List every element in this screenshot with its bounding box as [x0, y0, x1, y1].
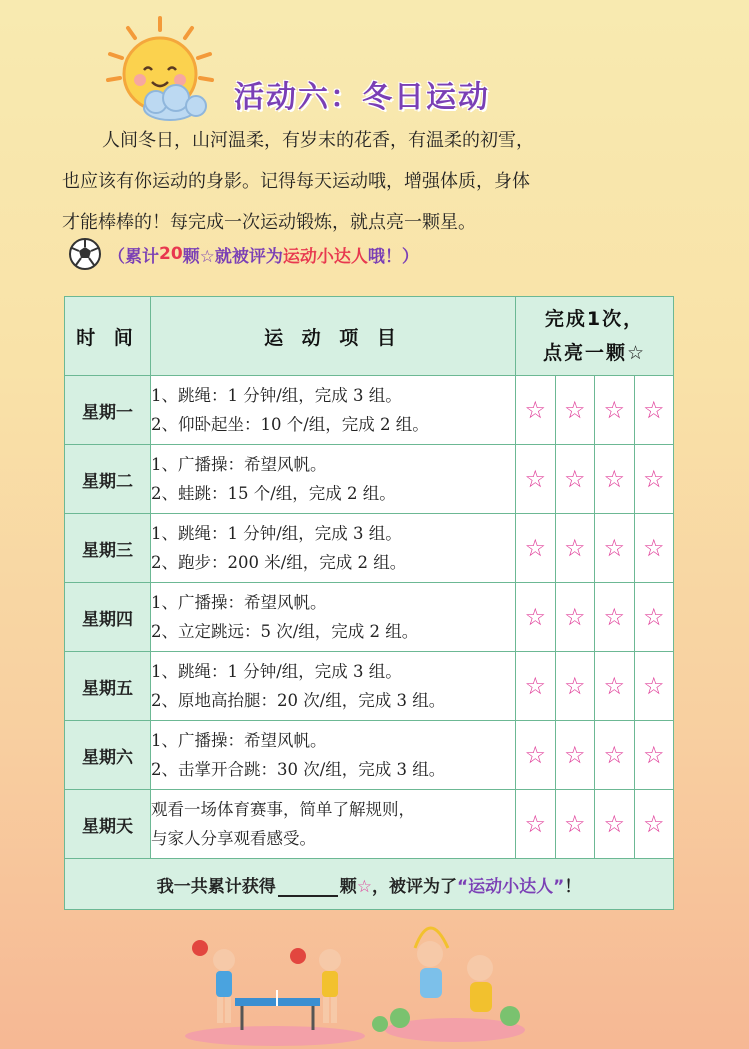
summary-unit: 颗	[339, 876, 357, 897]
intro-line: 也应该有你运动的身影。记得每天运动哦，增强体质，身体	[62, 171, 530, 192]
star-checkbox[interactable]: ☆	[516, 721, 556, 790]
header-stars-line1: 完成1次，	[544, 308, 645, 330]
activity-cell	[151, 652, 516, 721]
star-checkbox[interactable]: ☆	[555, 790, 595, 859]
summary-award: “运动小达人”	[456, 876, 565, 897]
table-row	[65, 583, 674, 652]
sun-cloud-icon	[100, 14, 230, 124]
star-checkbox[interactable]: ☆	[595, 652, 635, 721]
table-row	[65, 652, 674, 721]
star-checkbox[interactable]: ☆	[516, 790, 556, 859]
header-stars	[516, 297, 674, 376]
kids-sports-illustration	[180, 918, 530, 1048]
star-checkbox[interactable]: ☆	[634, 652, 674, 721]
star-checkbox[interactable]: ☆	[595, 790, 635, 859]
activity-line: 1、跳绳：1 分钟/组，完成 3 组。	[151, 386, 402, 405]
star-checkbox[interactable]: ☆	[634, 376, 674, 445]
table-row	[65, 721, 674, 790]
note-prefix: （累计	[108, 246, 159, 267]
day-cell: 星期一	[65, 376, 151, 445]
activity-line: 2、仰卧起坐：10 个/组，完成 2 组。	[151, 415, 429, 434]
star-checkbox[interactable]: ☆	[516, 445, 556, 514]
intro-line: 才能棒棒的！每完成一次运动锻炼，就点亮一颗星。	[62, 212, 476, 233]
star-checkbox[interactable]: ☆	[595, 445, 635, 514]
star-checkbox[interactable]: ☆	[555, 721, 595, 790]
star-checkbox[interactable]: ☆	[555, 445, 595, 514]
star-checkbox[interactable]: ☆	[595, 583, 635, 652]
intro-line: 人间冬日，山河温柔，有岁末的花香，有温柔的初雪，	[102, 130, 534, 151]
table-row	[65, 445, 674, 514]
star-checkbox[interactable]: ☆	[634, 790, 674, 859]
day-cell: 星期四	[65, 583, 151, 652]
day-cell: 星期六	[65, 721, 151, 790]
activity-cell	[151, 514, 516, 583]
activity-cell	[151, 445, 516, 514]
activity-cell	[151, 721, 516, 790]
activity-line: 1、广播操：希望风帆。	[151, 455, 327, 474]
star-checkbox[interactable]: ☆	[634, 445, 674, 514]
star-checkbox[interactable]: ☆	[516, 376, 556, 445]
table-row	[65, 376, 674, 445]
note-suffix: 哦！）	[367, 246, 419, 267]
header-time: 时 间	[65, 297, 151, 376]
table-row	[65, 514, 674, 583]
star-icon: ☆	[356, 876, 372, 897]
note-count: 20	[159, 244, 183, 264]
activity-cell	[151, 376, 516, 445]
activity-line: 2、击掌开合跳：30 次/组，完成 3 组。	[151, 760, 446, 779]
star-checkbox[interactable]: ☆	[516, 652, 556, 721]
activity-line: 1、广播操：希望风帆。	[151, 593, 327, 612]
exercise-table	[64, 296, 674, 910]
soccer-ball-icon	[68, 237, 102, 271]
star-checkbox[interactable]: ☆	[555, 514, 595, 583]
star-checkbox[interactable]: ☆	[634, 583, 674, 652]
summary-mid: ，被评为了	[371, 876, 457, 897]
header-stars-line2: 点亮一颗☆	[543, 342, 647, 364]
award-note	[68, 236, 419, 272]
activity-line: 2、蛙跳：15 个/组，完成 2 组。	[151, 484, 396, 503]
star-checkbox[interactable]: ☆	[555, 376, 595, 445]
day-cell: 星期天	[65, 790, 151, 859]
star-checkbox[interactable]: ☆	[555, 652, 595, 721]
star-checkbox[interactable]: ☆	[516, 583, 556, 652]
activity-cell	[151, 790, 516, 859]
note-award: 运动小达人	[282, 246, 368, 267]
day-cell: 星期五	[65, 652, 151, 721]
activity-line: 观看一场体育赛事，简单了解规则，	[151, 800, 415, 819]
star-checkbox[interactable]: ☆	[634, 721, 674, 790]
day-cell: 星期二	[65, 445, 151, 514]
star-checkbox[interactable]: ☆	[634, 514, 674, 583]
summary-prefix: 我一共累计获得	[156, 876, 276, 897]
summary-row	[65, 859, 674, 910]
star-checkbox[interactable]: ☆	[595, 514, 635, 583]
page-title: 活动六：冬日运动	[234, 80, 490, 115]
summary-suffix: ！	[564, 876, 582, 897]
star-checkbox[interactable]: ☆	[595, 721, 635, 790]
intro-paragraph	[62, 120, 662, 243]
star-checkbox[interactable]: ☆	[555, 583, 595, 652]
activity-line: 1、跳绳：1 分钟/组，完成 3 组。	[151, 524, 402, 543]
activity-line: 2、立定跳远：5 次/组，完成 2 组。	[151, 622, 419, 641]
note-mid: 颗☆就被评为	[182, 246, 283, 267]
day-cell: 星期三	[65, 514, 151, 583]
activity-line: 1、广播操：希望风帆。	[151, 731, 327, 750]
activity-cell	[151, 583, 516, 652]
total-stars-blank[interactable]	[278, 877, 338, 897]
star-checkbox[interactable]: ☆	[516, 514, 556, 583]
table-row	[65, 790, 674, 859]
activity-line: 2、原地高抬腿：20 次/组，完成 3 组。	[151, 691, 446, 710]
header-activity: 运 动 项 目	[151, 297, 516, 376]
activity-line: 1、跳绳：1 分钟/组，完成 3 组。	[151, 662, 402, 681]
activity-line: 与家人分享观看感受。	[151, 829, 316, 848]
star-checkbox[interactable]: ☆	[595, 376, 635, 445]
activity-line: 2、跑步：200 米/组，完成 2 组。	[151, 553, 407, 572]
